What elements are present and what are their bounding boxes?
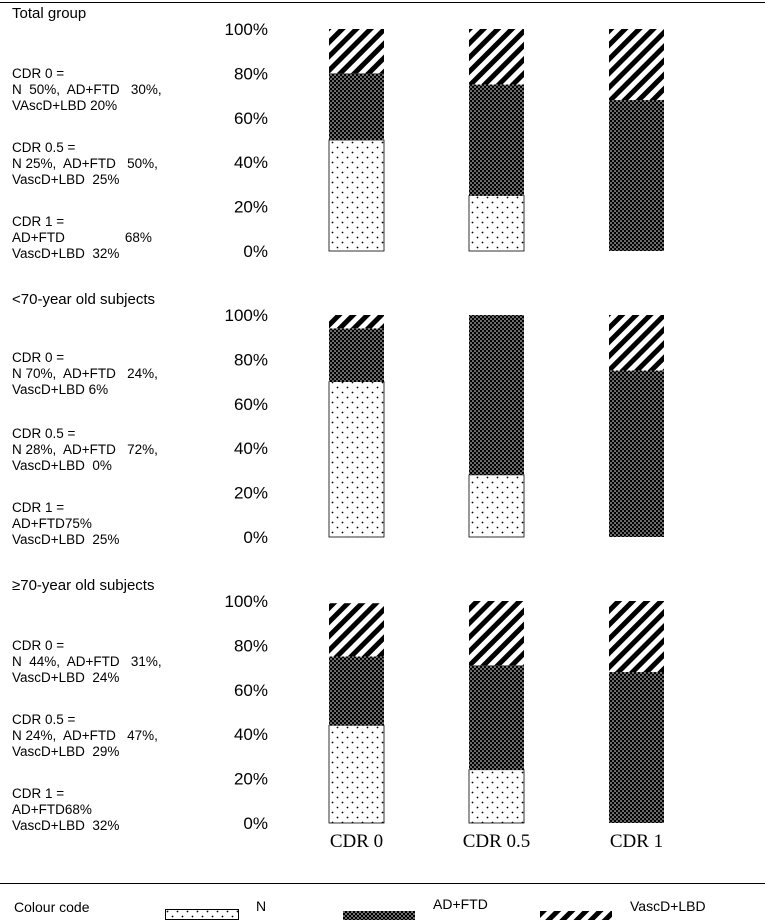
y-tick-label-panel1: 40% — [233, 153, 268, 173]
panel-title-over70: ≥70-year old subjects — [12, 577, 155, 594]
bar-n-cdr-0-5-panel3 — [469, 770, 524, 823]
category-label-cdr-0: CDR 0 — [329, 831, 384, 852]
desc-over70-cdr05: CDR 0.5 = N 24%, AD+FTD 47%, VascD+LBD 29% — [12, 712, 158, 759]
y-tick-label-panel3: 20% — [233, 769, 268, 789]
bar-vascd-lbd-cdr-0-panel3 — [329, 603, 384, 656]
legend-title: Colour code — [14, 899, 90, 915]
y-tick-label-panel3: 100% — [224, 592, 268, 611]
bar-n-cdr-0-5-panel1 — [469, 196, 524, 252]
panel-title-under70: <70-year old subjects — [12, 291, 155, 308]
desc-over70-cdr1: CDR 1 = AD+FTD68% VascD+LBD 32% — [12, 786, 120, 833]
legend-label-ad-ftd: AD+FTD — [433, 896, 488, 912]
legend-swatch-n — [165, 909, 239, 920]
y-tick-label-panel2: 20% — [233, 483, 268, 503]
desc-under70-cdr05: CDR 0.5 = N 28%, AD+FTD 72%, VascD+LBD 0% — [12, 426, 158, 473]
y-tick-label-panel3: 0% — [243, 814, 268, 833]
bar-ad-ftd-cdr-1-panel3 — [609, 672, 664, 823]
bar-n-cdr-0-panel2 — [329, 382, 384, 537]
desc-total-cdr05: CDR 0.5 = N 25%, AD+FTD 50%, VascD+LBD 25% — [12, 140, 158, 187]
y-tick-label-panel1: 100% — [224, 20, 268, 39]
desc-total-cdr0: CDR 0 = N 50%, AD+FTD 30%, VAscD+LBD 20% — [12, 66, 162, 113]
desc-over70-cdr0: CDR 0 = N 44%, AD+FTD 31%, VascD+LBD 24% — [12, 638, 162, 685]
bar-vascd-lbd-cdr-0-panel2 — [329, 315, 384, 328]
bar-n-cdr-0-panel3 — [329, 725, 384, 823]
y-tick-label-panel1: 80% — [233, 64, 268, 84]
y-tick-label-panel1: 20% — [233, 197, 268, 217]
bar-ad-ftd-cdr-1-panel1 — [609, 100, 664, 251]
bar-vascd-lbd-cdr-0-panel1 — [329, 29, 384, 73]
bar-vascd-lbd-cdr-1-panel1 — [609, 29, 664, 100]
bar-ad-ftd-cdr-1-panel2 — [609, 371, 664, 538]
y-tick-label-panel2: 60% — [233, 394, 268, 414]
panel-title-total: Total group — [12, 5, 87, 22]
legend-rule — [0, 883, 765, 884]
y-tick-label-panel1: 0% — [243, 242, 268, 261]
y-tick-label-panel2: 0% — [243, 528, 268, 547]
bar-n-cdr-0-5-panel2 — [469, 475, 524, 537]
bar-vascd-lbd-cdr-1-panel3 — [609, 601, 664, 672]
bar-ad-ftd-cdr-0-panel2 — [329, 328, 384, 381]
y-tick-label-panel2: 80% — [233, 350, 268, 370]
legend-label-vascd-lbd: VascD+LBD — [630, 898, 706, 914]
desc-under70-cdr1: CDR 1 = AD+FTD75% VascD+LBD 25% — [12, 500, 120, 547]
legend-label-n: N — [256, 898, 267, 914]
legend-swatch-ad-ftd — [343, 911, 415, 920]
bar-ad-ftd-cdr-0-5-panel3 — [469, 665, 524, 769]
bar-vascd-lbd-cdr-0-5-panel1 — [469, 29, 524, 85]
bar-vascd-lbd-cdr-0-5-panel3 — [469, 601, 524, 665]
y-tick-label-panel1: 60% — [233, 108, 268, 128]
y-tick-label-panel2: 40% — [233, 439, 268, 459]
y-tick-label-panel2: 100% — [224, 306, 268, 325]
legend-swatch-vascd-lbd — [540, 911, 612, 920]
y-tick-label-panel3: 40% — [233, 725, 268, 745]
y-tick-label-panel3: 80% — [233, 636, 268, 656]
y-tick-label-panel3: 60% — [233, 680, 268, 700]
bar-ad-ftd-cdr-0-5-panel1 — [469, 85, 524, 196]
desc-under70-cdr0: CDR 0 = N 70%, AD+FTD 24%, VascD+LBD 6% — [12, 350, 158, 397]
bar-vascd-lbd-cdr-1-panel2 — [609, 315, 664, 371]
category-label-cdr-0-5: CDR 0.5 — [462, 831, 531, 852]
category-label-cdr-1: CDR 1 — [609, 831, 664, 852]
bar-ad-ftd-cdr-0-5-panel2 — [469, 315, 524, 475]
bar-ad-ftd-cdr-0-panel3 — [329, 657, 384, 726]
desc-total-cdr1: CDR 1 = AD+FTD 68% VascD+LBD 32% — [12, 214, 152, 261]
bar-n-cdr-0-panel1 — [329, 140, 384, 251]
bar-ad-ftd-cdr-0-panel1 — [329, 73, 384, 140]
